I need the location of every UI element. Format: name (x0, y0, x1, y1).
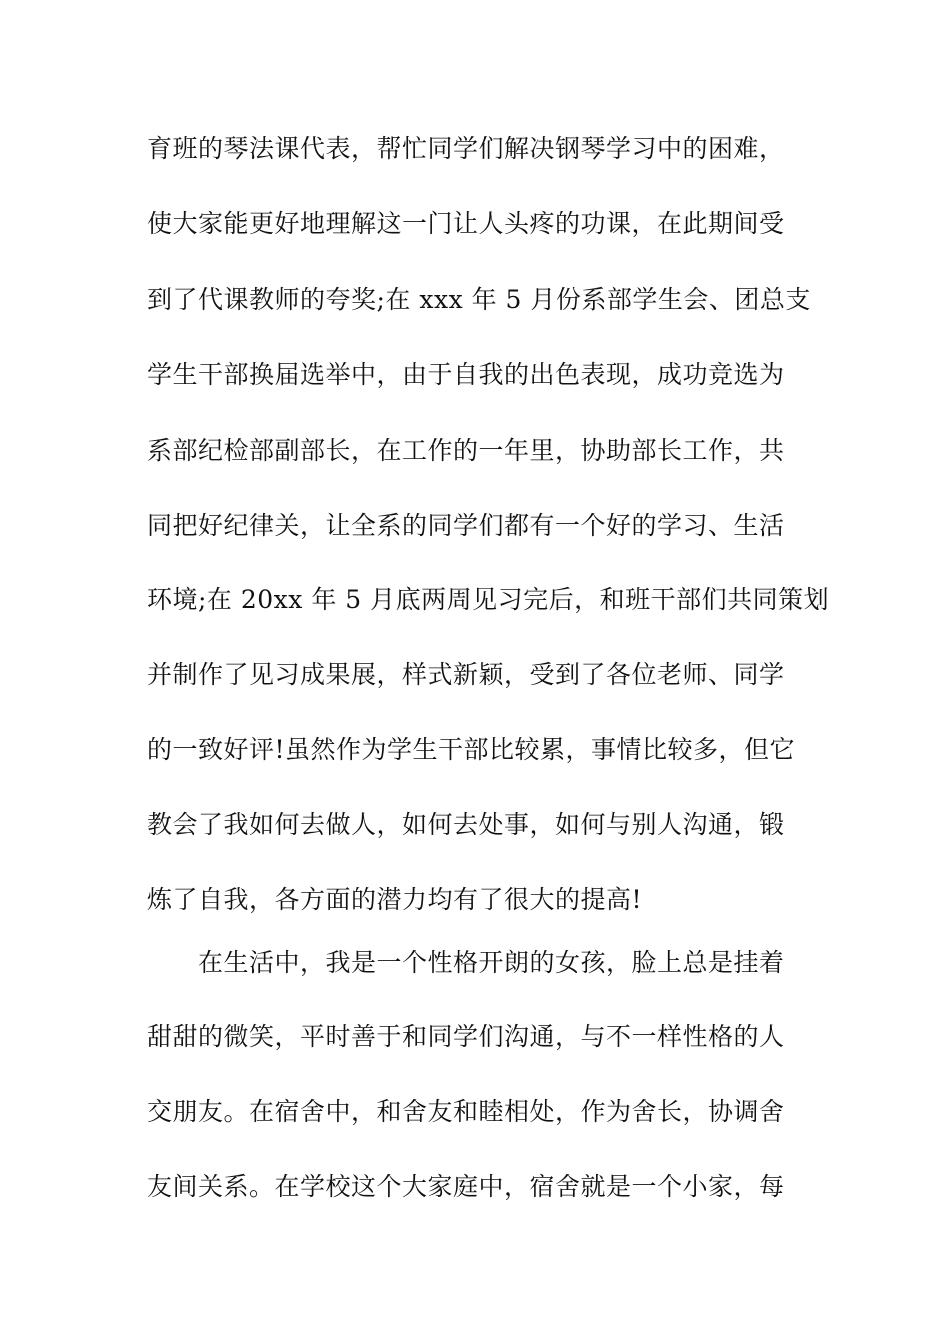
text-line: 教会了我如何去做人，如何去处事，如何与别人沟通，锻 (147, 810, 785, 839)
text-line: 的一致好评!虽然作为学生干部比较累，事情比较多，但它 (147, 735, 796, 764)
text-line: 系部纪检部副部长，在工作的一年里，协助部长工作，共 (147, 436, 785, 465)
text-line: 并制作了见习成果展，样式新颖，受到了各位老师、同学 (147, 660, 785, 689)
text-line: 炼了自我，各方面的潜力均有了很大的提高! (147, 885, 643, 914)
text-line: 环境;在 20xx 年 5 月底两周见习完后，和班干部们共同策划 (147, 585, 830, 614)
text-line: 使大家能更好地理解这一门让人头疼的功课，在此期间受 (147, 209, 785, 238)
text-line: 育班的琴法课代表，帮忙同学们解决钢琴学习中的困难， (147, 134, 785, 163)
text-line: 到了代课教师的夸奖;在 xxx 年 5 月份系部学生会、团总支 (147, 285, 811, 314)
text-line: 同把好纪律关，让全系的同学们都有一个好的学习、生活 (147, 511, 785, 540)
text-line: 学生干部换届选举中，由于自我的出色表现，成功竞选为 (147, 360, 785, 389)
paragraph-first-line: 在生活中，我是一个性格开朗的女孩，脸上总是挂着 (198, 948, 785, 977)
text-line: 友间关系。在学校这个大家庭中，宿舍就是一个小家，每 (147, 1172, 785, 1201)
text-line: 甜甜的微笑，平时善于和同学们沟通，与不一样性格的人 (147, 1022, 785, 1051)
text-line: 交朋友。在宿舍中，和舍友和睦相处，作为舍长，协调舍 (147, 1097, 785, 1126)
